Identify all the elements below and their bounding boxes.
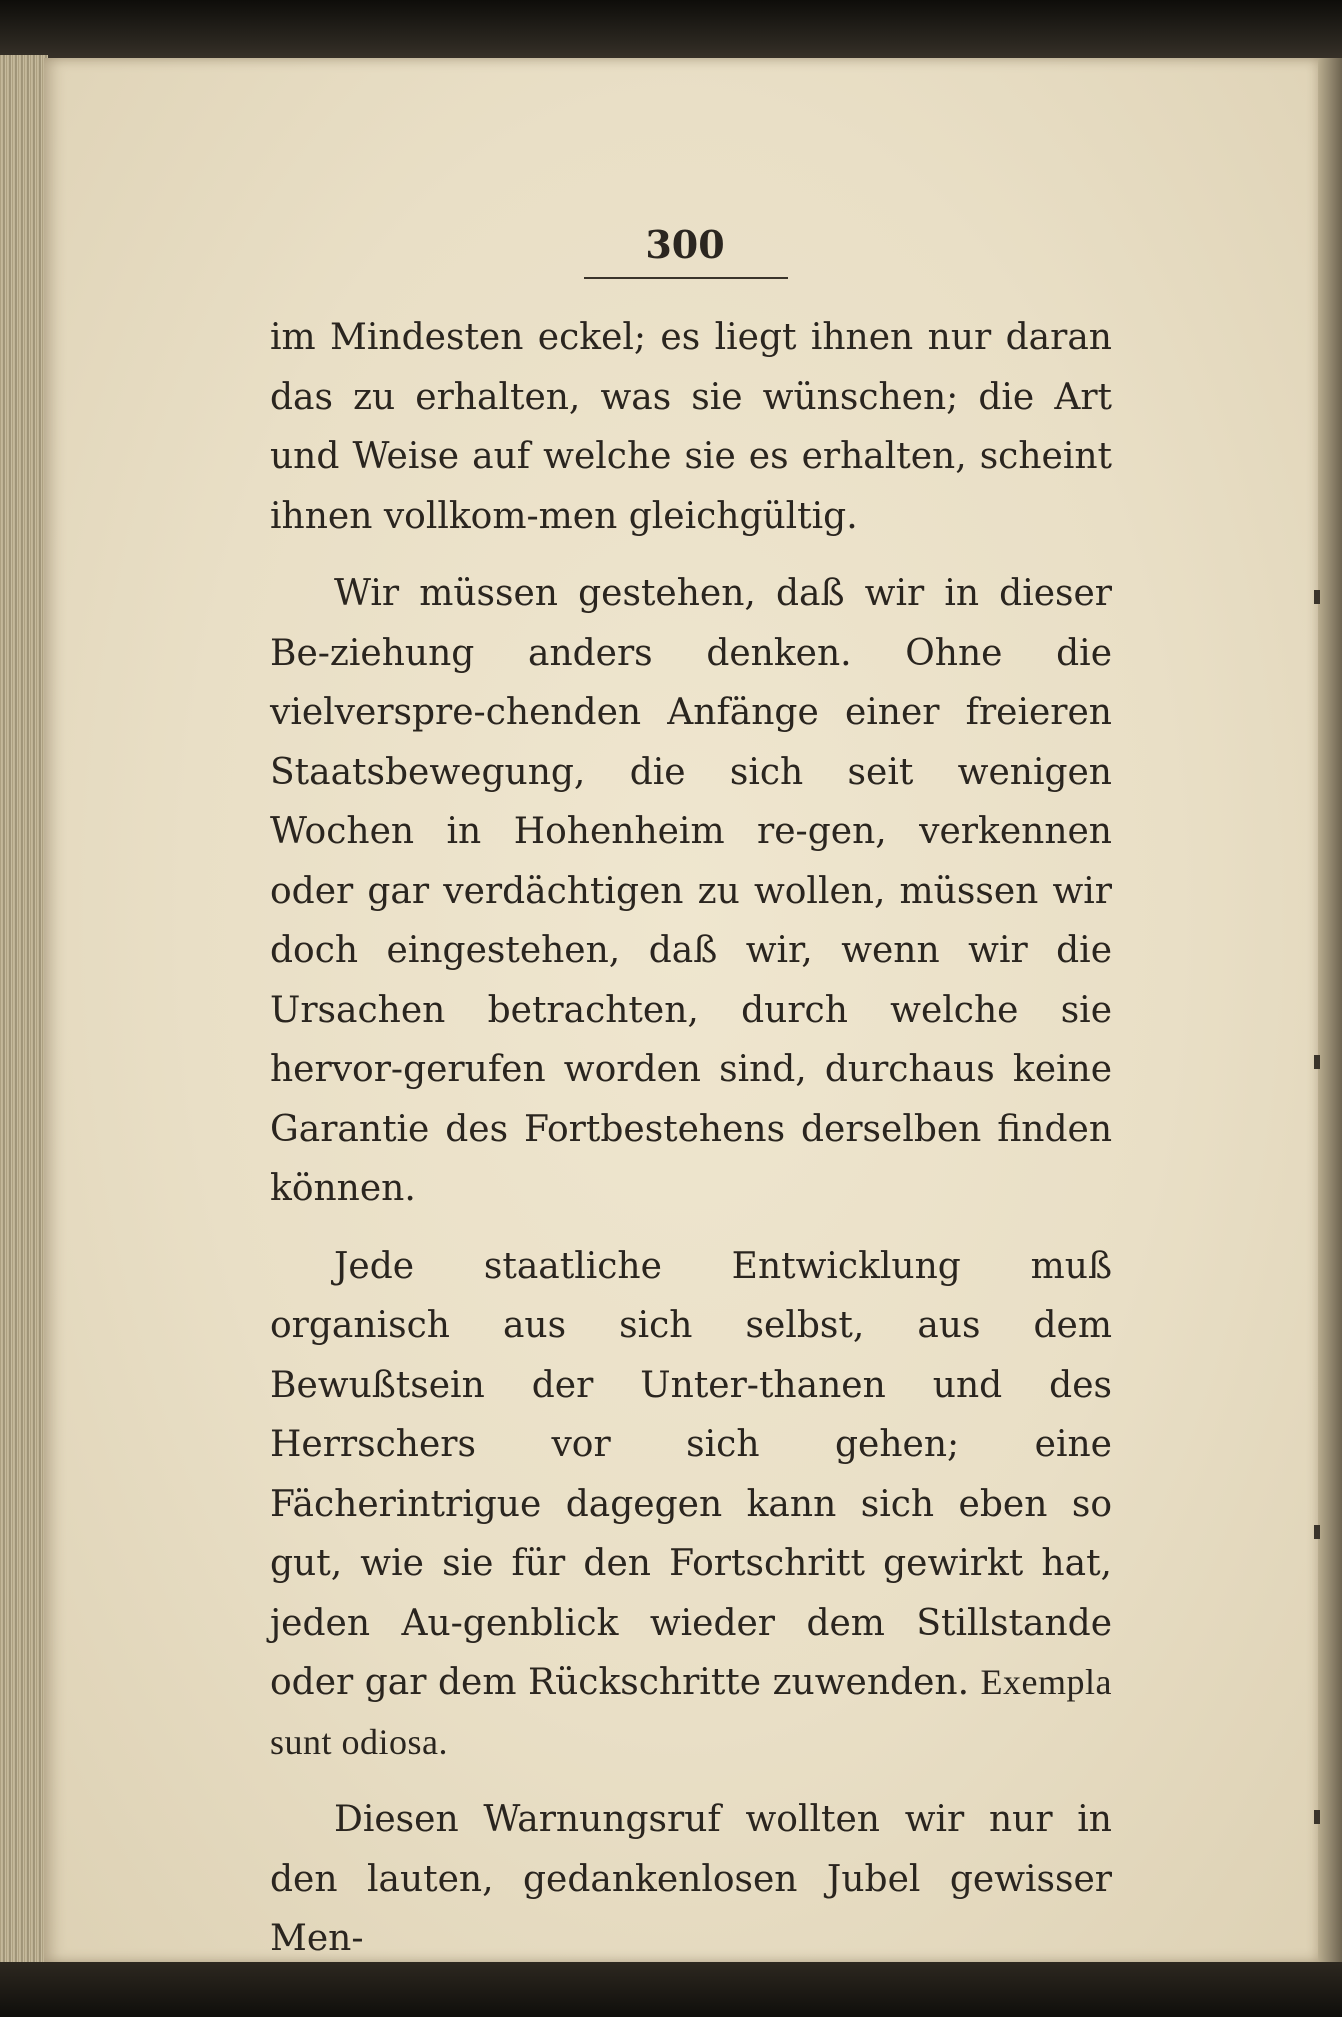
paragraph-3-text: Jede staatliche Entwicklung muß organisch aus sich selbst, aus dem Bewußtsein der Unter-thanen und des Herrschers vor sich gehen; eine Fächerintrigue dagegen kann sich eben so gut, wie sie für den Fortschritt gewirkt hat, jeden Au-genblick wieder dem Stillstande oder gar dem Rückschritte zuwenden. (270, 1245, 1112, 1703)
page-number: 300 (645, 222, 725, 267)
margin-mark (1314, 1055, 1320, 1069)
paragraph-1: im Mindesten eckel; es liegt ihnen nur daran das zu erhalten, was sie wünschen; die Art und Weise auf welche sie es erhalten, scheint ihnen vollkom-men gleichgültig. (270, 317, 1112, 537)
paragraph-3 (270, 1237, 1112, 1773)
book-edge-top (0, 0, 1342, 62)
margin-mark (1314, 1525, 1320, 1539)
latin-quote: Exempla sunt odiosa. (270, 1662, 1112, 1762)
page-text (270, 308, 1112, 1987)
margin-mark (1314, 590, 1320, 604)
paragraph-4: Diesen Warnungsruf wollten wir nur in den lauten, gedankenlosen Jubel gewisser Men- (270, 1799, 1112, 1959)
header-rule (584, 277, 788, 279)
page-stack-edge (0, 55, 48, 1965)
paragraph-2: Wir müssen gestehen, daß wir in dieser Be-ziehung anders denken. Ohne die vielverspre-chenden Anfänge einer freieren Staatsbewegung, die sich seit wenigen Wochen in Hohenheim re-gen, verkennen oder gar verdächtigen zu wollen, müssen wir doch eingestehen, daß wir, wenn wir die Ursachen betrachten, durch welche sie hervor-gerufen worden sind, durchaus keine Garantie des Fortbestehens derselben finden können. (270, 573, 1112, 1209)
margin-mark (1314, 1810, 1320, 1824)
page-gutter-right (1318, 58, 1342, 1963)
